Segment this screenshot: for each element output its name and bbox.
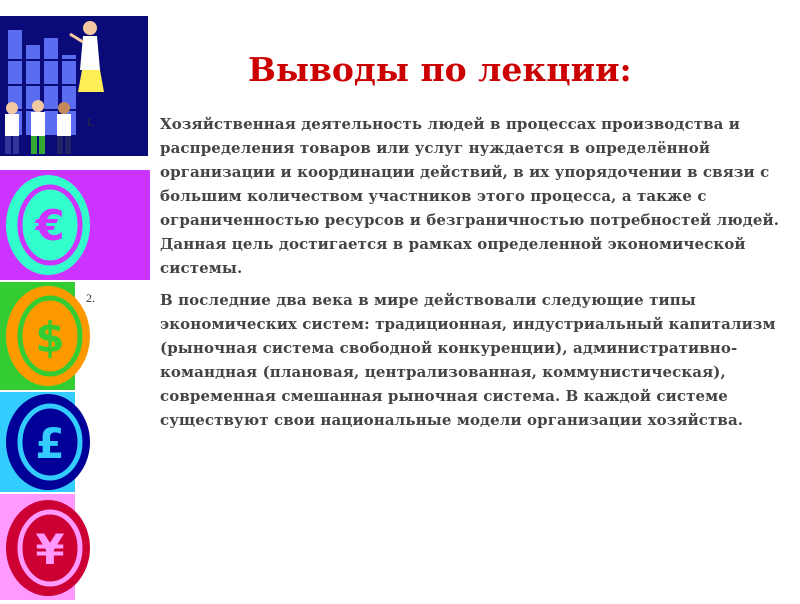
svg-text:$: $ [35,313,65,362]
pound-coin-icon [0,392,90,492]
list-item-number: 2. [86,291,95,305]
list-item-text: В последние два века в мире действовали следующие типы экономических систем: традиционная, индустриальный капитализм (рыночная система свободной конкуренции), административно-командная (плановая, централизованная, коммунистическая), современная смешанная рыночная система. В каждой системе существуют свои национальные модели организации хозяйства. [160,291,776,429]
list-item-text: Хозяйственная деятельность людей в процессах производства и распределения товаров или услуг нуждается в определённой организации и координации действий, в их упорядочении в связи с большим количеством участников этого процесса, а также с ограниченностью ресурсов и безграничностью потребностей людей. Данная цель достигается в рамках определенной экономической системы. [160,115,780,277]
list-item-number: 1. [86,115,95,129]
list-item [86,112,786,280]
slide-title: Выводы по лекции: [248,50,632,89]
svg-text:¥: ¥ [35,525,65,574]
list-item [86,288,786,432]
svg-text:£: £ [35,419,65,468]
dollar-coin-icon [0,282,90,390]
conclusions-list [86,112,786,440]
svg-text:€: € [35,201,65,250]
yen-coin-icon [0,494,90,600]
